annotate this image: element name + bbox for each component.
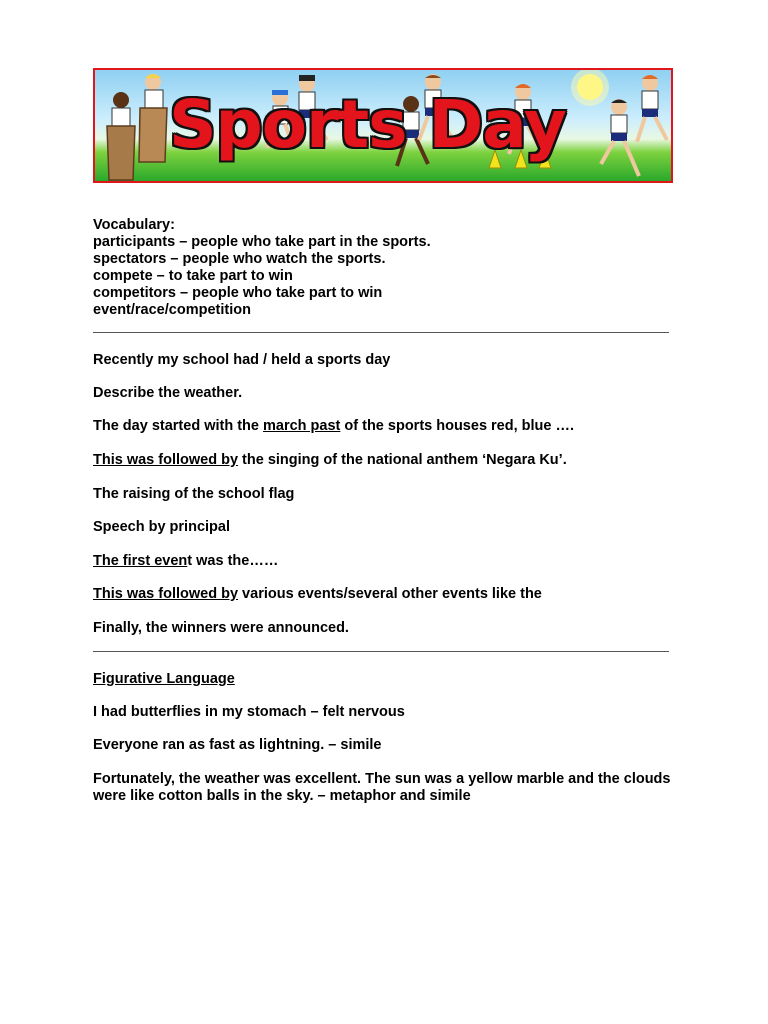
figurative-line: Everyone ran as fast as lightning. – simile xyxy=(93,737,382,753)
divider xyxy=(93,332,669,333)
vocabulary-item: competitors – people who take part to win xyxy=(93,285,383,301)
essay-line xyxy=(93,586,542,603)
vocabulary-item: compete – to take part to win xyxy=(93,268,293,284)
essay-line: Finally, the winners were announced. xyxy=(93,620,349,636)
essay-line xyxy=(93,553,278,570)
essay-text: t was the…… xyxy=(187,553,279,569)
essay-line: The raising of the school flag xyxy=(93,486,295,502)
essay-text: The day started with the xyxy=(93,418,263,434)
essay-underlined-phrase: This was followed by xyxy=(93,452,239,468)
essay-line: Describe the weather. xyxy=(93,385,243,401)
banner-title: Sports Day xyxy=(169,86,566,163)
essay-text: of the sports houses red, blue …. xyxy=(340,418,575,434)
vocabulary-heading: Vocabulary: xyxy=(93,217,175,233)
essay-underlined-phrase: This was followed by xyxy=(93,586,239,602)
essay-underlined-phrase: The first even xyxy=(93,553,188,569)
essay-line xyxy=(93,452,567,469)
vocabulary-section xyxy=(93,217,431,319)
figurative-line: I had butterflies in my stomach – felt nervous xyxy=(93,704,405,720)
essay-text: various events/several other events like the xyxy=(238,586,542,602)
essay-line: Recently my school had / held a sports day xyxy=(93,352,391,368)
essay-line xyxy=(93,418,574,435)
essay-underlined-phrase: march past xyxy=(263,418,341,434)
vocabulary-item: spectators – people who watch the sports. xyxy=(93,251,386,267)
sports-day-banner xyxy=(93,68,673,183)
figurative-line: Fortunately, the weather was excellent. The sun was a yellow marble and the clouds were like cotton balls in the sky. – metaphor and simile xyxy=(93,771,671,804)
divider xyxy=(93,651,669,652)
essay-line: Speech by principal xyxy=(93,519,230,535)
figurative-heading: Figurative Language xyxy=(93,671,235,687)
essay-text: the singing of the national anthem ‘Negara Ku’. xyxy=(238,452,567,468)
vocabulary-item: event/race/competition xyxy=(93,302,251,318)
vocabulary-item: participants – people who take part in the sports. xyxy=(93,234,431,250)
sack-race-children-icon xyxy=(107,74,167,180)
